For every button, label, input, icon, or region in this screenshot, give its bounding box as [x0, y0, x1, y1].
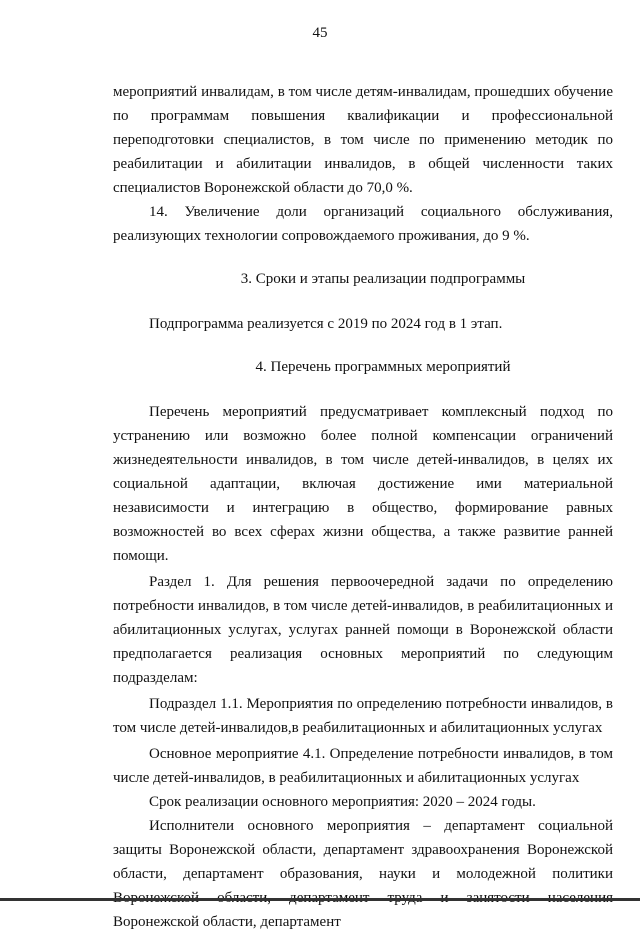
paragraph-implementation-period: Срок реализации основного мероприятия: 2020 – 2024 годы.	[149, 794, 536, 810]
section-heading-3: 3. Сроки и этапы реализации подпрограммы	[240, 271, 526, 287]
paragraph-subprogram-period: Подпрограмма реализуется с 2019 по 2024 год в 1 этап.	[149, 316, 503, 332]
section-heading-4: 4. Перечень программных мероприятий	[255, 359, 511, 375]
page-number: 45	[312, 25, 328, 41]
document-body	[113, 80, 613, 934]
paragraph-measures-list: Перечень мероприятий предусматривает комплексный подход по устранению или возможно более полной компенсации ограничений жизнедеятельности инвалидов, в том числе детей-инвалидов, в целях их социальной адаптации, включая достижение ими материальной независимости и интеграцию в общество, формирование равных возможностей во всех сферах жизни общества, а также развитие ранней помощи.	[113, 404, 613, 564]
paragraph-section-1: Раздел 1. Для решения первоочередной задачи по определению потребности инвалидов, в том числе детей-инвалидов, в реабилитационных и абилитационных услугах, услугах ранней помощи в Воронежской области предполагается реализация основных мероприятий по следующим подразделам:	[113, 574, 613, 686]
paragraph-specialists-training: мероприятий инвалидам, в том числе детям-инвалидам, прошедших обучение по программам повышения квалификации и профессиональной переподготовки специалистов, в том числе по применению методик по реабилитации и абилитации инвалидов, в общей численности таких специалистов Воронежской области до 70,0 %.	[113, 84, 613, 196]
paragraph-item-14: 14. Увеличение доли организаций социального обслуживания, реализующих технологии сопровождаемого проживания, до 9 %.	[113, 204, 613, 244]
paragraph-subsection-1-1: Подраздел 1.1. Мероприятия по определению потребности инвалидов, в том числе детей-инвалидов,в реабилитационных и абилитационных услугах	[113, 696, 613, 736]
paragraph-main-measure-4-1: Основное мероприятие 4.1. Определение потребности инвалидов, в том числе детей-инвалидов, в реабилитационных и абилитационных услугах	[113, 746, 613, 786]
paragraph-executors: Исполнители основного мероприятия – департамент социальной защиты Воронежской области, департамент здравоохранения Воронежской области, департамент образования, науки и молодежной политики Воронежской области, департамент	[113, 818, 613, 930]
